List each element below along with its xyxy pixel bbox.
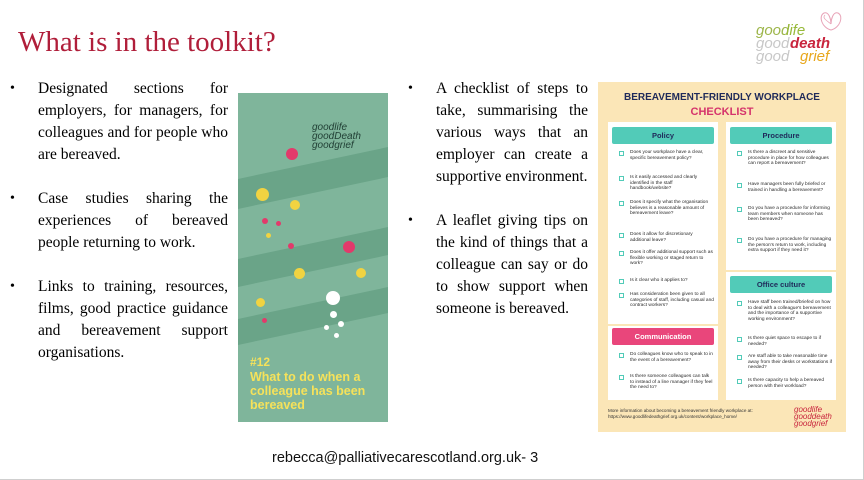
pink-dot [262,218,268,224]
policy-item [630,200,714,217]
pink-dot [288,243,294,249]
checkbox-icon [737,238,742,243]
leaflet-logo: goodlife goodDeath goodgrief [312,122,361,151]
policy-item [630,175,714,192]
leaflet-band [238,285,388,347]
communication-item [630,374,714,391]
yellow-dot [256,298,265,307]
checkbox-icon [619,176,624,181]
checkbox-icon [619,353,624,358]
procedure-item [748,206,832,223]
checkbox-icon [737,337,742,342]
leaflet-band [238,145,388,211]
pink-dot [286,148,298,160]
procedure-header: Procedure [730,127,832,144]
checkbox-icon [619,151,624,156]
pink-dot [276,221,281,226]
footer-email-page: rebecca@palliativecarescotland.org.uk- 3 [272,450,539,466]
butterfly-icon [816,10,846,34]
checklist-subheading: CHECKLIST [690,106,754,118]
checklist-logo: goodlife gooddeath goodgrief [794,405,832,428]
communication-item-text: Do colleagues know who to speak to in the event of a bereavement? [630,352,713,363]
checkbox-icon [619,375,624,380]
office-culture-header: Office culture [730,276,832,293]
bullet-case-studies: • Case studies sharing the experiences of bereaved people returning to work. [10,188,228,254]
policy-item [630,292,714,309]
pink-dot [343,241,355,253]
office-culture-item-text: Is there quiet space to escape to if needed? [748,336,822,347]
procedure-item-text: Do you have a procedure for managing the person's return to work, including extra support if they need it? [748,237,832,254]
policy-item-text: Is it easily accessed and clearly identified in the staff handbook/website? [630,175,698,192]
left-bullet-list [10,78,228,386]
procedure-item [748,182,832,193]
good-life-death-grief-logo [756,10,846,65]
office-culture-item-text: Are staff able to take reasonable time away from their desks or workstations if needed? [748,354,832,371]
white-dot [334,333,339,338]
logo-word-grief: grief [800,48,830,65]
leaflet-number: #12 [250,355,271,369]
policy-item [630,232,714,243]
office-culture-item-text: Is there capacity to help a bereaved person with their workload? [748,378,824,389]
policy-item-text: Does it specify what the organisation believes is a reasonable amount of bereavement leave? [630,200,709,217]
checklist-heading: BEREAVEMENT-FRIENDLY WORKPLACE [624,92,820,103]
policy-item-text: Is it clear who it applies to? [630,278,688,283]
policy-item-text: Does it allow for discretionary additional leave? [630,232,693,243]
procedure-item [748,150,832,167]
policy-item [630,250,714,267]
white-dot [330,311,337,318]
yellow-dot [290,200,300,210]
communication-header: Communication [612,328,714,345]
yellow-dot [266,233,271,238]
office-culture-item [748,336,832,347]
checkbox-icon [737,301,742,306]
checklist-footer: More information about becoming a bereavement friendly workplace at: https://www.goodlifedeathgrief.org.uk/content/workplace_home/ [608,408,753,419]
checkbox-icon [737,207,742,212]
checkbox-icon [619,279,624,284]
yellow-dot [294,268,305,279]
logo-word-good-2: good [756,35,790,52]
leaflet-band [238,225,388,289]
policy-item [630,278,714,284]
communication-item [630,352,714,363]
office-culture-item [748,354,832,371]
bullet-designated-sections: • Designated sections for employers, for managers, for colleagues and for people who are bereaved. [10,78,228,166]
policy-item [630,150,714,161]
checkbox-icon [737,151,742,156]
policy-header: Policy [612,127,714,144]
procedure-item-text: Is there a discreet and sensitive procedure in place for how colleagues can report a bereavement? [748,150,829,167]
checkbox-icon [737,355,742,360]
checkbox-icon [619,233,624,238]
white-dot [324,325,329,330]
bullet-checklist: • A checklist of steps to take, summarising the various ways that an employer can create a supportive environment. [408,78,588,188]
bullet-links-training: • Links to training, resources, films, good practice guidance and bereavement support organisations. [10,276,228,364]
leaflet-image [238,93,388,422]
office-culture-item-text: Have staff been trained/briefed on how to deal with a colleague's bereavement and the importance of a supportive working environment? [748,300,831,322]
communication-item-text: Is there someone colleagues can talk to instead of a line manager if they feel the need to? [630,374,713,391]
checklist-image [598,82,846,432]
logo-word-good-3: good [756,48,790,65]
checkbox-icon [619,251,624,256]
procedure-item-text: Do you have a procedure for informing team members when someone has been bereaved? [748,206,830,223]
logo-word-life: life [786,22,806,39]
yellow-dot [256,188,269,201]
office-culture-item [748,378,832,389]
checkbox-icon [737,379,742,384]
checkbox-icon [737,183,742,188]
policy-item-text: Has consideration been given to all categories of staff, including casual and contract workers? [630,292,714,309]
white-dot [326,291,340,305]
white-dot [338,321,344,327]
logo-word-good-1: good [756,22,790,39]
pink-dot [262,318,267,323]
checkbox-icon [619,293,624,298]
leaflet-title: What to do when a colleague has been bereaved [250,370,366,412]
bullet-leaflet: • A leaflet giving tips on the kind of things that a colleague can say or do to show support when someone is bereaved. [408,210,588,320]
middle-bullet-list [408,78,588,342]
yellow-dot [356,268,366,278]
procedure-item [748,237,832,254]
policy-item-text: Does it offer additional support such as flexible working or staged return to work? [630,250,713,267]
policy-item-text: Does your workplace have a clear, specific bereavement policy? [630,150,704,161]
slide-title: What is in the toolkit? [18,26,276,58]
procedure-item-text: Have managers been fully briefed or trained in handling a bereavement? [748,182,826,193]
logo-word-death: death [790,35,831,52]
office-culture-item [748,300,832,322]
checkbox-icon [619,201,624,206]
